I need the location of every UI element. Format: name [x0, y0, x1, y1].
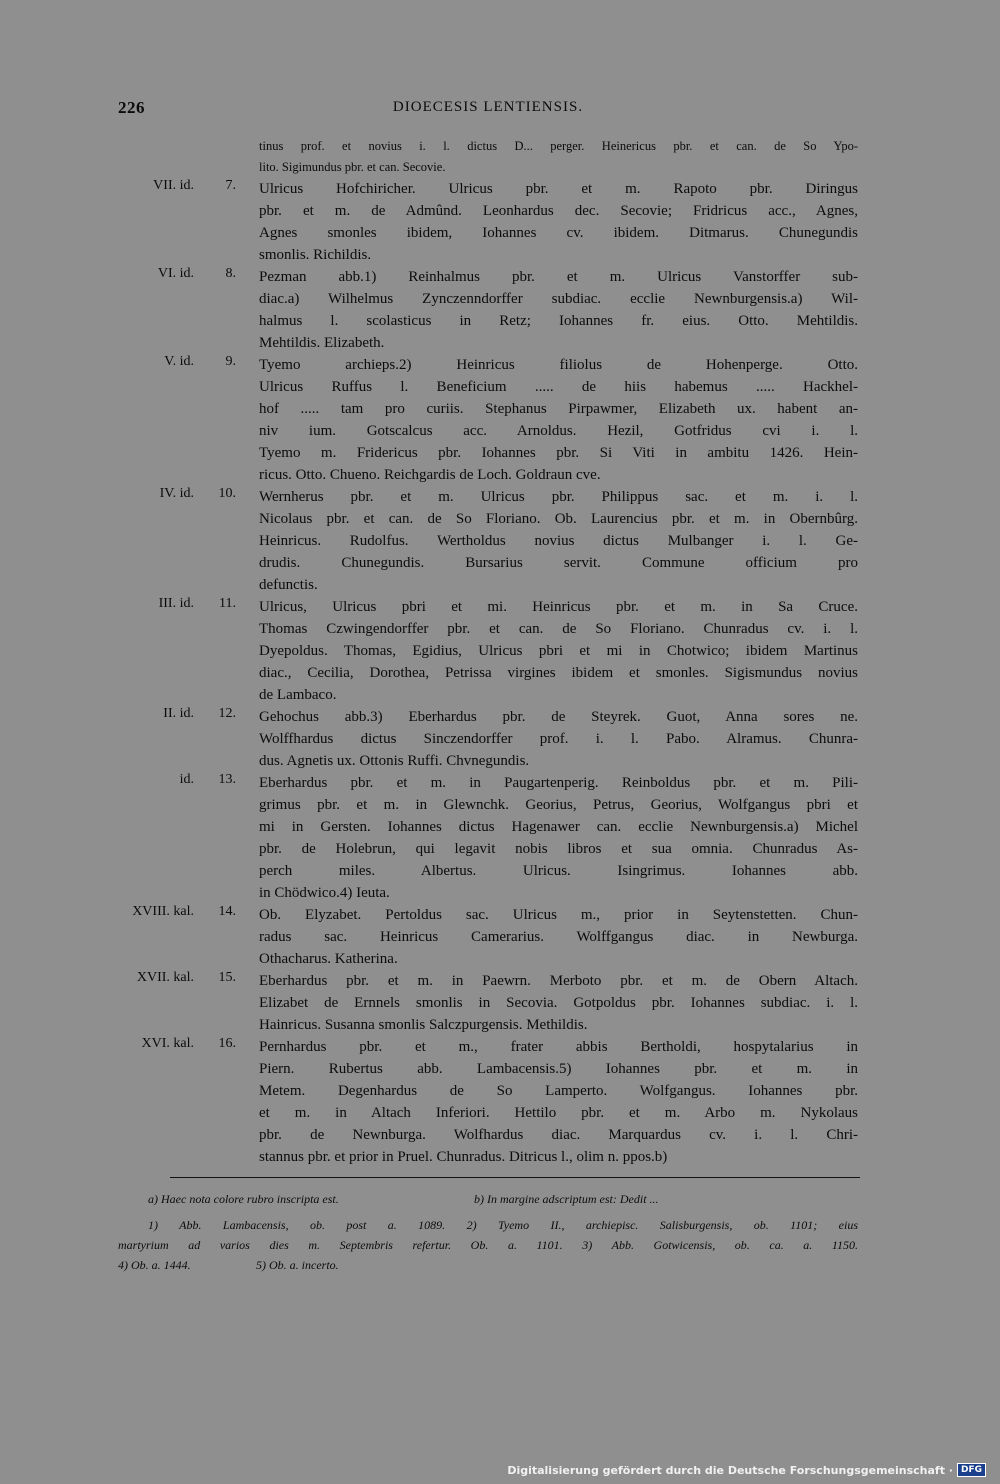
footnote-divider: [170, 1177, 860, 1178]
dfg-credit-text: Digitalisierung gefördert durch die Deutsche Forschungsgemeinschaft ·: [507, 1463, 953, 1477]
text-line: Wolffhardus dictus Sinczendorffer prof. i. l. Pabo. Alramus. Chunra-: [259, 731, 858, 747]
text-line: Ulricus, Ulricus pbri et mi. Heinricus pbr. et m. in Sa Cruce.: [259, 599, 858, 615]
text-line: et m. in Altach Inferiori. Hettilo pbr. et m. Arbo m. Nykolaus: [259, 1105, 858, 1121]
text-line: defunctis.: [259, 577, 318, 593]
footnote-row: [118, 1189, 858, 1209]
text-line: Ob. Elyzabet. Pertoldus sac. Ulricus m., prior in Seytenstetten. Chun-: [259, 907, 858, 923]
entry: [110, 596, 858, 706]
text-line: Mehtildis. Elizabeth.: [259, 335, 385, 351]
text-line: Tyemo archieps.2) Heinricus filiolus de Hohenperge. Otto.: [259, 357, 858, 373]
page-header: [118, 98, 858, 122]
entry-day-number: 8.: [225, 266, 236, 281]
footnotes: [118, 1189, 858, 1275]
text-line: pbr. de Newnburga. Wolfhardus diac. Marquardus cv. i. l. Chri-: [259, 1127, 858, 1143]
footnote-4: 4) Ob. a. 1444.: [118, 1258, 191, 1272]
entry: [110, 970, 858, 1036]
entry-day-number: 13.: [218, 772, 236, 787]
entry-date: VII. id.: [153, 178, 194, 193]
text-line: Ulricus Hofchiricher. Ulricus pbr. et m. Rapoto pbr. Diringus: [259, 181, 858, 197]
text-line: Othacharus. Katherina.: [259, 951, 398, 967]
text-line: Elizabet de Ernnels smonlis in Secovia. Gotpoldus pbr. Iohannes subdiac. i. l.: [259, 995, 858, 1011]
footnote-line-1: 1) Abb. Lambacensis, ob. post a. 1089. 2) Tyemo II., archiepisc. Salisburgensis, ob. 1101; eius: [148, 1218, 858, 1232]
text-line: diac.a) Wilhelmus Zynczenndorffer subdiac. ecclie Newnburgensis.a) Wil-: [259, 291, 858, 307]
entry-day-number: 9.: [225, 354, 236, 369]
text-line: Gehochus abb.3) Eberhardus pbr. de Steyrek. Guot, Anna sores ne.: [259, 709, 858, 725]
entry-date: IV. id.: [159, 486, 194, 501]
text-line: in Chödwico.4) Ieuta.: [259, 885, 390, 901]
entry-date: XVI. kal.: [141, 1036, 194, 1051]
entry: [110, 486, 858, 596]
text-line: niv ium. Gotscalcus acc. Arnoldus. Hezil, Gotfridus cvi i. l.: [259, 423, 858, 439]
page-number: 226: [118, 98, 145, 117]
entry-date: VI. id.: [157, 266, 194, 281]
text-line: perch miles. Albertus. Ulricus. Isingrimus. Iohannes abb.: [259, 863, 858, 879]
text-line: de Lambaco.: [259, 687, 337, 703]
footnote-5: 5) Ob. a. incerto.: [256, 1258, 339, 1272]
entry-day-number: 7.: [225, 178, 236, 193]
dfg-logo: DFG: [957, 1463, 986, 1477]
text-line: radus sac. Heinricus Camerarius. Wolffgangus diac. in Newburga.: [259, 929, 858, 945]
text-line: Ulricus Ruffus l. Beneficium ..... de hiis habemus ..... Hackhel-: [259, 379, 858, 395]
entry-day-number: 16.: [218, 1036, 236, 1051]
entries-list: [110, 178, 858, 1168]
entry: [110, 266, 858, 354]
footnote-row: [118, 1215, 858, 1235]
text-line: Piern. Rubertus abb. Lambacensis.5) Iohannes pbr. et m. in: [259, 1061, 858, 1077]
text-line: Agnes smonles ibidem, Iohannes cv. ibidem. Ditmarus. Chunegundis: [259, 225, 858, 241]
entry-date: II. id.: [163, 706, 194, 721]
text-line: halmus l. scolasticus in Retz; Iohannes fr. eius. Otto. Mehtildis.: [259, 313, 858, 329]
text-line: Dyepoldus. Thomas, Egidius, Ulricus pbri et mi in Chotwico; ibidem Martinus: [259, 643, 858, 659]
footnote-a: a) Haec nota colore rubro inscripta est.: [148, 1192, 339, 1206]
footnote-row: [118, 1235, 858, 1255]
entry: [110, 1036, 858, 1168]
text-line: Metem. Degenhardus de So Lamperto. Wolfgangus. Iohannes pbr.: [259, 1083, 858, 1099]
continuation-block: [110, 136, 858, 178]
entry-day-number: 14.: [218, 904, 236, 919]
text-line: Hainricus. Susanna smonlis Salczpurgensis. Methildis.: [259, 1017, 588, 1033]
running-title: DIOECESIS LENTIENSIS.: [392, 99, 584, 115]
entry-day-number: 10.: [218, 486, 236, 501]
text-line: Heinricus. Rudolfus. Wertholdus novius dictus Mulbanger i. l. Ge-: [259, 533, 858, 549]
entry-date: XVIII. kal.: [132, 904, 194, 919]
page-body: [110, 136, 858, 1168]
text-line: lito. Sigimundus pbr. et can. Secovie.: [259, 160, 446, 174]
entry-date: III. id.: [158, 596, 194, 611]
entry-date: XVII. kal.: [136, 970, 194, 985]
text-line: Tyemo m. Fridericus pbr. Iohannes pbr. Si Viti in ambitu 1426. Hein-: [259, 445, 858, 461]
footnote-line-2: martyrium ad varios dies m. Septembris refertur. Ob. a. 1101. 3) Abb. Gotwicensis, ob. ca. a. 1150.: [118, 1238, 858, 1252]
text-line: Nicolaus pbr. et can. de So Floriano. Ob. Laurencius pbr. et m. in Obernbûrg.: [259, 511, 858, 527]
text-line: Wernherus pbr. et m. Ulricus pbr. Philippus sac. et m. i. l.: [259, 489, 858, 505]
text-line: mi in Gersten. Iohannes dictus Hagenawer can. ecclie Newnburgensis.a) Michel: [259, 819, 858, 835]
text-line: Eberhardus pbr. et m. in Paewrn. Merboto pbr. et m. de Obern Altach.: [259, 973, 858, 989]
footnote-b: b) In margine adscriptum est: Dedit ...: [474, 1192, 659, 1206]
entry: [110, 354, 858, 486]
text-line: Pernhardus pbr. et m., frater abbis Bertholdi, hospytalarius in: [259, 1039, 858, 1055]
entry: [110, 772, 858, 904]
text-line: dus. Agnetis ux. Ottonis Ruffi. Chvnegundis.: [259, 753, 530, 769]
text-line: drudis. Chunegundis. Bursarius servit. Commune officium pro: [259, 555, 858, 571]
text-line: pbr. et m. de Admûnd. Leonhardus dec. Secovie; Fridricus acc., Agnes,: [259, 203, 858, 219]
dfg-credit: [507, 1462, 986, 1478]
entry: [110, 904, 858, 970]
entry-date: id.: [179, 772, 194, 787]
text-line: grimus pbr. et m. in Glewnchk. Georius, Petrus, Georius, Wolfgangus pbri et: [259, 797, 858, 813]
text-line: Eberhardus pbr. et m. in Paugartenperig. Reinboldus pbr. et m. Pili-: [259, 775, 858, 791]
text-line: Pezman abb.1) Reinhalmus pbr. et m. Ulricus Vanstorffer sub-: [259, 269, 858, 285]
entry: [110, 178, 858, 266]
entry-day-number: 11.: [219, 596, 236, 611]
text-line: diac., Cecilia, Dorothea, Petrissa virgines ibidem et smonles. Sigismundus novius: [259, 665, 858, 681]
text-line: smonlis. Richildis.: [259, 247, 372, 263]
footnote-row: [118, 1255, 858, 1275]
entry-date: V. id.: [164, 354, 194, 369]
text-line: stannus pbr. et prior in Pruel. Chunradus. Ditricus l., olim n. ppos.b): [259, 1149, 668, 1165]
entry-day-number: 15.: [218, 970, 236, 985]
entry: [110, 706, 858, 772]
entry-day-number: 12.: [218, 706, 236, 721]
text-line: tinus prof. et novius i. l. dictus D... perger. Heinericus pbr. et can. de So Ypo-: [259, 139, 858, 153]
text-line: hof ..... tam pro curiis. Stephanus Pirpawmer, Elizabeth ux. habent an-: [259, 401, 858, 417]
text-line: Thomas Czwingendorffer pbr. et can. de So Floriano. Chunradus cv. i. l.: [259, 621, 858, 637]
text-line: ricus. Otto. Chueno. Reichgardis de Loch. Goldraun cve.: [259, 467, 601, 483]
text-line: pbr. de Holebrun, qui legavit nobis libros et sua omnia. Chunradus As-: [259, 841, 858, 857]
